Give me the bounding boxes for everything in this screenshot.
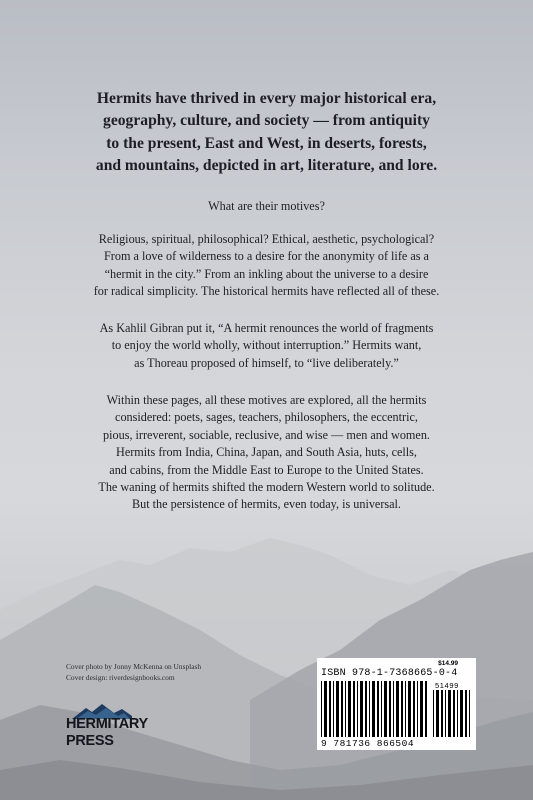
paragraph-quote: [30, 320, 503, 372]
paragraph-line: pious, irreverent, sociable, reclusive, and wise — men and women.: [103, 427, 430, 442]
lead-paragraph: [40, 88, 493, 177]
barcode-bar: [417, 681, 418, 737]
isbn-barcode-label: [317, 658, 476, 750]
paragraph-line: The waning of hermits shifted the modern Western world to solitude.: [98, 480, 435, 495]
barcode-bar: [336, 681, 339, 737]
question-line: What are their motives?: [208, 199, 325, 213]
barcode-number: 9 781736 866504: [321, 738, 415, 749]
barcode-bar: [408, 681, 411, 737]
publisher-name-line1: HERMITARY: [66, 716, 148, 732]
publisher-name-line2: PRESS: [66, 733, 114, 749]
paragraph-motives: [30, 231, 503, 301]
barcode-bar: [333, 681, 334, 737]
barcode-bar: [341, 681, 343, 737]
cover-credits: [66, 662, 201, 684]
ean13-barcode: [321, 681, 429, 737]
lead-line: geography, culture, and society — from antiquity: [103, 112, 430, 130]
paragraph-line: considered: poets, sages, teachers, philosophers, the eccentric,: [115, 410, 418, 425]
barcode-bar: [441, 690, 443, 737]
barcode-bar: [436, 690, 439, 737]
barcode-bar: [469, 690, 470, 737]
publisher-logo: [64, 702, 184, 752]
barcode-bar: [372, 681, 375, 737]
lead-line: and mountains, depicted in art, literature, and lore.: [95, 156, 438, 174]
addon-barcode: [433, 690, 471, 737]
barcode-bar: [369, 681, 370, 737]
barcode-bar: [365, 681, 367, 737]
barcode-bar: [381, 681, 382, 737]
design-credit: Cover design: riverdesignbooks.com: [66, 672, 175, 682]
barcode-bar: [445, 690, 446, 737]
isbn-text: ISBN 978-1-7368665-0-4: [321, 668, 458, 679]
paragraph-line: Hermits from India, China, Japan, and South Asia, huts, cells,: [116, 445, 417, 460]
addon-price-code: 51499: [435, 681, 459, 690]
barcode-bar: [353, 681, 355, 737]
barcode-bar: [377, 681, 379, 737]
barcode-bar: [453, 690, 455, 737]
paragraph-line: Religious, spiritual, philosophical? Ethical, aesthetic, psychological?: [98, 232, 435, 246]
paragraph-line: As Kahlil Gibran put it, “A hermit renounces the world of fragments: [99, 321, 434, 335]
price-label: $14.99: [438, 660, 458, 667]
paragraph-line: Within these pages, all these motives are explored, all the hermits: [106, 393, 427, 407]
paragraph-line: as Thoreau proposed of himself, to “live deliberately.”: [134, 355, 399, 370]
barcode-bar: [393, 681, 394, 737]
barcode-bar: [384, 681, 387, 737]
paragraph-line: for radical simplicity. The historical hermits have reflected all of these.: [93, 284, 440, 299]
paragraph-line: to enjoy the world wholly, without interruption.” Hermits want,: [111, 338, 422, 353]
barcode-bar: [448, 690, 451, 737]
barcode-bar: [457, 690, 458, 737]
barcode-bar: [360, 681, 363, 737]
paragraph-line: But the persistence of hermits, even today, is universal.: [132, 497, 401, 512]
paragraph-line: and cabins, from the Middle East to Europe to the United States.: [109, 462, 424, 477]
paragraph-line: From a love of wilderness to a desire for the anonymity of life as a: [104, 249, 429, 264]
paragraph-line: “hermit in the city.” From an inkling about the universe to a desire: [104, 266, 429, 281]
barcode-bar: [321, 681, 322, 737]
barcode-bar: [465, 690, 467, 737]
barcode-bar: [433, 690, 434, 737]
photo-credit: Cover photo by Jonny McKenna on Unsplash: [66, 662, 202, 671]
barcode-bar: [329, 681, 331, 737]
barcode-bar: [348, 681, 351, 737]
paragraph-contents: [30, 392, 503, 514]
barcode-bar: [420, 681, 423, 737]
barcode-bar: [413, 681, 415, 737]
barcode-bar: [345, 681, 346, 737]
barcode-bar: [389, 681, 391, 737]
lead-line: to the present, East and West, in deserts, forests,: [106, 134, 427, 152]
barcode-bar: [405, 681, 406, 737]
barcode-bar: [425, 681, 427, 737]
barcode-bar: [357, 681, 358, 737]
barcode-bar: [460, 690, 463, 737]
lead-line: Hermits have thrived in every major historical era,: [96, 90, 437, 107]
barcode-bar: [401, 681, 403, 737]
barcode-bar: [324, 681, 327, 737]
barcode-bar: [396, 681, 399, 737]
